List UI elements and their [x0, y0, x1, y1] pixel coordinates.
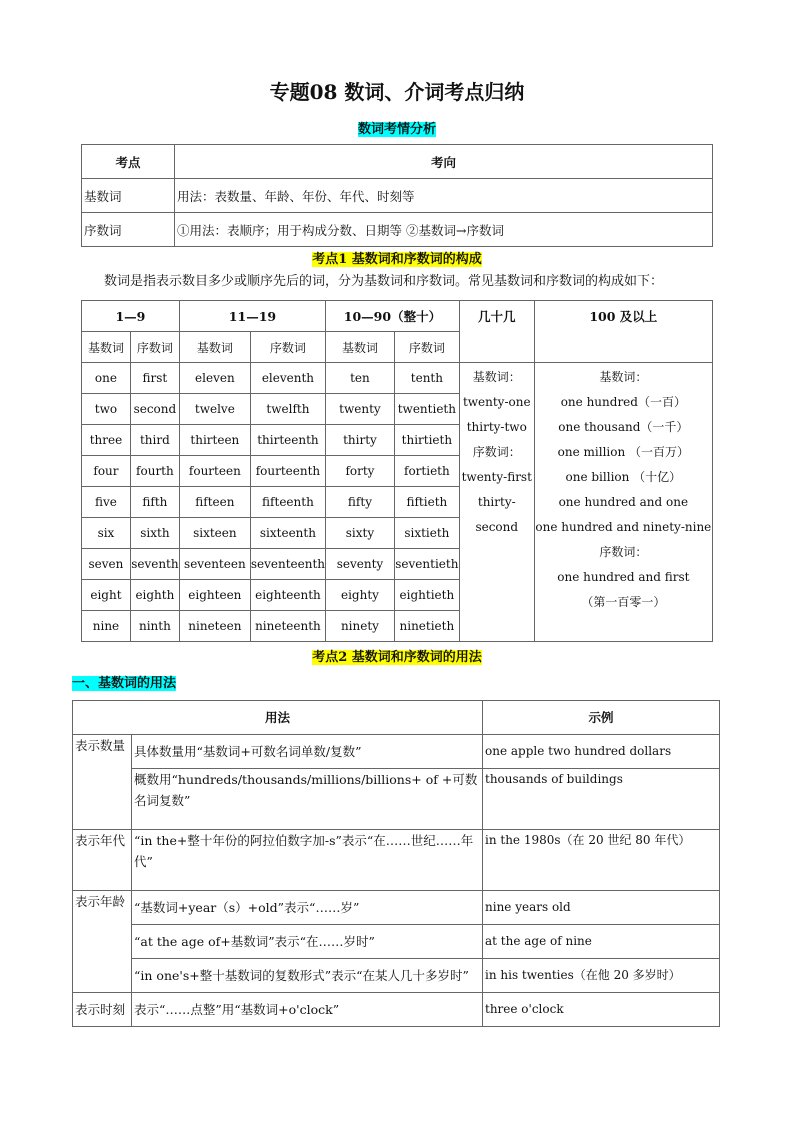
group-header: 11—19 — [179, 301, 325, 332]
cell: ninetieth — [394, 611, 459, 642]
row-label: 序数词 — [82, 213, 175, 247]
group-header: 10—90（整十） — [326, 301, 460, 332]
example-cell: one apple two hundred dollars — [483, 735, 720, 769]
cell: eighteen — [179, 580, 250, 611]
row-desc: ①用法：表顺序；用于构成分数、日期等 ②基数词→序数词 — [175, 213, 713, 247]
usage-cell: 表示“……点整”用“基数词+o'clock” — [132, 993, 483, 1027]
cell: one — [82, 363, 131, 394]
cell: seventeenth — [250, 549, 325, 580]
cell: fourth — [130, 456, 179, 487]
kaodian1-heading: 考点1 基数词和序数词的构成 — [312, 252, 482, 267]
jishiji-line: twenty-one — [462, 395, 531, 409]
sub-header: 序数词 — [394, 332, 459, 363]
sub-header: 基数词 — [326, 332, 395, 363]
group-header: 1—9 — [82, 301, 180, 332]
usage-table — [72, 700, 720, 1027]
kaodian1-wrap — [0, 248, 794, 267]
cell: ten — [326, 363, 395, 394]
cell: thirtieth — [394, 425, 459, 456]
jishiji-column — [459, 363, 534, 642]
jishiji-line: thirty-second — [475, 495, 519, 534]
cell: fifth — [130, 487, 179, 518]
cell: fifteenth — [250, 487, 325, 518]
intro-text: 数词是指表示数目多少或顺序先后的词，分为基数词和序数词。常见基数词和序数词的构成如下： — [104, 274, 664, 289]
cell: fourteenth — [250, 456, 325, 487]
cell: twelfth — [250, 394, 325, 425]
sub-header: 序数词 — [250, 332, 325, 363]
cell: third — [130, 425, 179, 456]
cell: eighty — [326, 580, 395, 611]
cell: eightieth — [394, 580, 459, 611]
category-cell: 表示年代 — [73, 830, 132, 891]
jishiji-line: twenty-first — [461, 470, 532, 484]
hundred-line: one million （一百万） — [557, 445, 690, 459]
hundred-line: one hundred（一百） — [560, 395, 686, 409]
cell: first — [130, 363, 179, 394]
cell: seven — [82, 549, 131, 580]
example-cell: thousands of buildings — [483, 769, 720, 830]
hundred-line: one thousand（一千） — [558, 420, 689, 434]
cell: twenty — [326, 394, 395, 425]
example-cell: nine years old — [483, 891, 720, 925]
usage-cell: 概数用“hundreds/thousands/millions/billions+ of +可数名词复数” — [132, 769, 483, 830]
cell: sixteenth — [250, 518, 325, 549]
cell: eight — [82, 580, 131, 611]
cell: thirteen — [179, 425, 250, 456]
cell: six — [82, 518, 131, 549]
cell: sixth — [130, 518, 179, 549]
cell: seventh — [130, 549, 179, 580]
section1-wrap — [72, 672, 176, 691]
cell: four — [82, 456, 131, 487]
cell: sixty — [326, 518, 395, 549]
cell: three — [82, 425, 131, 456]
jishiji-line: 序数词： — [472, 445, 521, 459]
cell: two — [82, 394, 131, 425]
example-cell: in his twenties（在他 20 多岁时） — [483, 959, 720, 993]
usage-cell: “in one's+整十基数词的复数形式”表示“在某人几十多岁时” — [132, 959, 483, 993]
cell: seventy — [326, 549, 395, 580]
cell: sixteen — [179, 518, 250, 549]
hundred-column — [534, 363, 712, 642]
cell: second — [130, 394, 179, 425]
group-header: 几十几 — [459, 301, 534, 363]
analysis-label-wrap — [0, 118, 794, 137]
cell: eighteenth — [250, 580, 325, 611]
analysis-table — [81, 144, 713, 247]
cell: fortieth — [394, 456, 459, 487]
sub-header: 基数词 — [82, 332, 131, 363]
hundred-line: one billion （十亿） — [565, 470, 682, 484]
sub-header: 基数词 — [179, 332, 250, 363]
cell: tenth — [394, 363, 459, 394]
cell: sixtieth — [394, 518, 459, 549]
cell: eleventh — [250, 363, 325, 394]
category-cell: 表示时刻 — [73, 993, 132, 1027]
page-title: 专题08 数词、介词考点归纳 — [269, 80, 525, 104]
hundred-line: one hundred and ninety-nine — [535, 520, 712, 534]
jishiji-line: 基数词： — [472, 370, 521, 384]
hundred-line: one hundred and first — [557, 570, 690, 584]
jishiji-line: thirty-two — [466, 420, 527, 434]
row-label: 基数词 — [82, 179, 175, 213]
hundred-line: 基数词： — [599, 370, 648, 384]
cell: ninth — [130, 611, 179, 642]
header-example: 示例 — [483, 701, 720, 735]
cell: thirty — [326, 425, 395, 456]
row-desc: 用法：表数量、年龄、年份、年代、时刻等 — [175, 179, 713, 213]
sub-header: 序数词 — [130, 332, 179, 363]
hundred-line: 序数词： — [599, 545, 648, 559]
example-cell: in the 1980s（在 20 世纪 80 年代） — [483, 830, 720, 891]
usage-cell: “in the+整十年份的阿拉伯数字加-s”表示“在……世纪……年代” — [132, 830, 483, 891]
category-cell: 表示数量 — [73, 735, 132, 830]
cell: thirteenth — [250, 425, 325, 456]
cell: nine — [82, 611, 131, 642]
kaodian2-heading: 考点2 基数词和序数词的用法 — [312, 650, 482, 665]
kaodian2-wrap — [0, 646, 794, 665]
cell: eighth — [130, 580, 179, 611]
group-header: 100 及以上 — [534, 301, 712, 363]
cell: eleven — [179, 363, 250, 394]
cell: forty — [326, 456, 395, 487]
analysis-label: 数词考情分析 — [357, 122, 436, 137]
category-cell: 表示年龄 — [73, 891, 132, 993]
hundred-line: one hundred and one — [558, 495, 689, 509]
cell: twelve — [179, 394, 250, 425]
cell: seventieth — [394, 549, 459, 580]
example-cell: at the age of nine — [483, 925, 720, 959]
usage-cell: “基数词+year（s）+old”表示“……岁” — [132, 891, 483, 925]
section1-heading: 一、基数词的用法 — [72, 676, 177, 691]
example-cell: three o'clock — [483, 993, 720, 1027]
header-usage: 用法 — [73, 701, 483, 735]
hundred-line: （第一百零一） — [581, 595, 666, 609]
numeral-table — [81, 300, 713, 642]
cell: nineteenth — [250, 611, 325, 642]
cell: twentieth — [394, 394, 459, 425]
usage-cell: 具体数量用“基数词+可数名词单数/复数” — [132, 735, 483, 769]
cell: fourteen — [179, 456, 250, 487]
cell: fifteen — [179, 487, 250, 518]
cell: fifty — [326, 487, 395, 518]
header-kaoxiang: 考向 — [175, 145, 713, 179]
cell: seventeen — [179, 549, 250, 580]
cell: fiftieth — [394, 487, 459, 518]
cell: ninety — [326, 611, 395, 642]
usage-cell: “at the age of+基数词”表示“在……岁时” — [132, 925, 483, 959]
header-kaodian: 考点 — [82, 145, 175, 179]
cell: nineteen — [179, 611, 250, 642]
cell: five — [82, 487, 131, 518]
